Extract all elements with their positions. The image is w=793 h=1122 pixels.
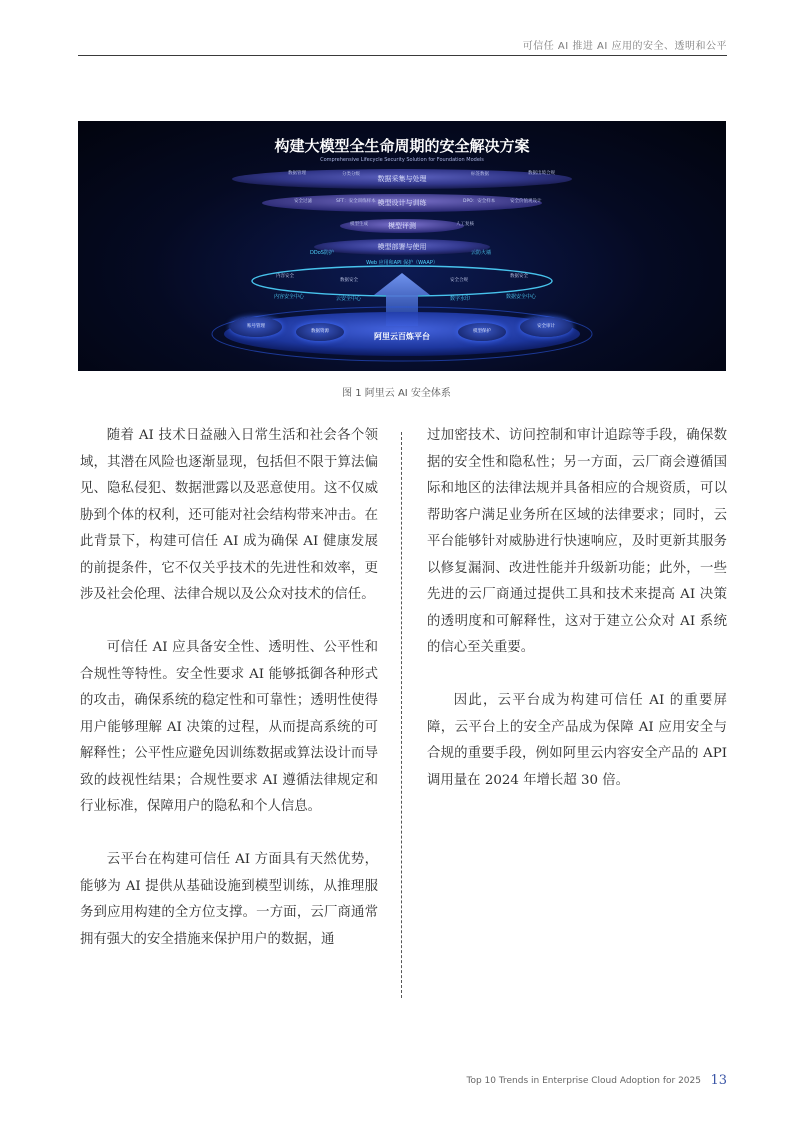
- paragraph: 云平台在构建可信任 AI 方面具有天然优势，能够为 AI 提供从基础设施到模型训练，从推理服务到应用构建的全方位支撑。一方面，云厂商通常拥有强大的安全措施来保护用户的数据，通: [80, 852, 378, 947]
- label-manual-audit: 人工复核: [456, 222, 474, 227]
- label-model-gen: 模型生成: [350, 222, 368, 227]
- paragraph: 可信任 AI 应具备安全性、透明性、公平性和合规性等特性。安全性要求 AI 能够抵御各种形式的攻击，确保系统的稳定性和可靠性；透明性使得用户能够理解 AI 决策的过程，从而提高系统的可解释性；公平性应避免因训练数据或算法设计而导致的歧视性结果；合规性要求 AI 遵循法律规定和行业标准，保障用户的隐私和个人信息。: [80, 640, 378, 814]
- label-value-align: 安全价值观设计: [510, 199, 542, 204]
- running-header: 可信任 AI 推进 AI 应用的安全、透明和公平: [522, 41, 727, 52]
- ring-item-4: 数据安全: [510, 274, 528, 279]
- tier-label-deploy: 模型部署与使用: [377, 243, 427, 251]
- ring-item-1: 内容安全: [276, 274, 294, 279]
- ring-item-2: 数据安全: [340, 278, 358, 283]
- label-data-outbound: 数据出境合规: [528, 171, 555, 176]
- header-rule: [78, 55, 727, 56]
- figure-subtitle: Comprehensive Lifecycle Security Solution for Foundation Models: [320, 157, 484, 163]
- pill-audit: 安全审计: [520, 317, 572, 337]
- label-security-filter: 安全过滤: [294, 199, 312, 204]
- paragraph: 过加密技术、访问控制和审计追踪等手段，确保数据的安全性和隐私性；另一方面，云厂商会遵循国际和地区的法律法规并具备相应的合规资质，可以帮助客户满足业务所在区域的法律要求；同时，云平台能够针对威胁进行快速响应，及时更新其服务以修复漏洞、改进性能并升级新功能；此外，一些先进的云厂商通过提供工具和技术来提高 AI 决策的透明度和可解释性，这对于建立公众对 AI 系统的信心至关重要。: [427, 428, 727, 655]
- label-ddos: DDoS防护: [310, 250, 334, 256]
- cyan-item-3: 数字水印: [450, 296, 471, 302]
- label-data-mgmt: 数据管理: [288, 171, 306, 176]
- cyan-item-1: 内容安全中心: [274, 294, 305, 300]
- ring-item-3: 安全合规: [450, 278, 468, 283]
- paragraph: 随着 AI 技术日益融入日常生活和社会各个领域，其潜在风险也逐渐显现，包括但不限于算法偏见、隐私侵犯、数据泄露以及恶意使用。这不仅威胁到个体的权利，还可能对社会结构带来冲击。在此背景下，构建可信任 AI 成为确保 AI 健康发展的前提条件，它不仅关乎技术的先进性和效率，更涉及社会伦理、法律合规以及公众对技术的信任。: [80, 428, 378, 602]
- cyan-item-2: 云安全中心: [336, 296, 362, 302]
- footer-text: Top 10 Trends in Enterprise Cloud Adoption for 2025: [466, 1076, 701, 1086]
- figure-caption: 图 1 阿里云 AI 安全体系: [342, 388, 451, 399]
- label-dpo: DPO：安全样本: [463, 199, 496, 204]
- label-sft: SFT：安全训练样本: [336, 199, 376, 204]
- column-divider: [401, 432, 402, 998]
- tier-label-data: 数据采集与处理: [377, 175, 427, 183]
- label-data-classify: 分类分级: [342, 172, 360, 177]
- figure-title: 构建大模型全生命周期的安全解决方案: [274, 137, 530, 155]
- security-architecture-figure: [78, 121, 726, 371]
- platform-label: 阿里云百炼平台: [374, 332, 430, 341]
- pill-account: 账号管理: [230, 317, 282, 337]
- tier-label-training: 模型设计与训练: [377, 199, 427, 207]
- page-number: 13: [710, 1073, 727, 1088]
- tier-label-eval: 模型评测: [388, 222, 416, 230]
- pill-data-resource: 数据资源: [296, 323, 344, 341]
- pill-model-protect: 模型保护: [458, 323, 506, 341]
- label-waf: 云防火墙: [471, 250, 492, 256]
- cyan-item-4: 数据安全中心: [506, 294, 537, 300]
- label-waap: Web 应用和API 保护（WAAP）: [366, 260, 438, 266]
- label-data-tagging: 标签数据: [471, 172, 489, 177]
- paragraph: 因此，云平台成为构建可信任 AI 的重要屏障，云平台上的安全产品成为保障 AI 应用安全与合规的重要手段，例如阿里云内容安全产品的 API 调用量在 2024 年增长超 30 倍。: [427, 693, 727, 788]
- left-column: [80, 423, 378, 980]
- right-column: [427, 423, 727, 821]
